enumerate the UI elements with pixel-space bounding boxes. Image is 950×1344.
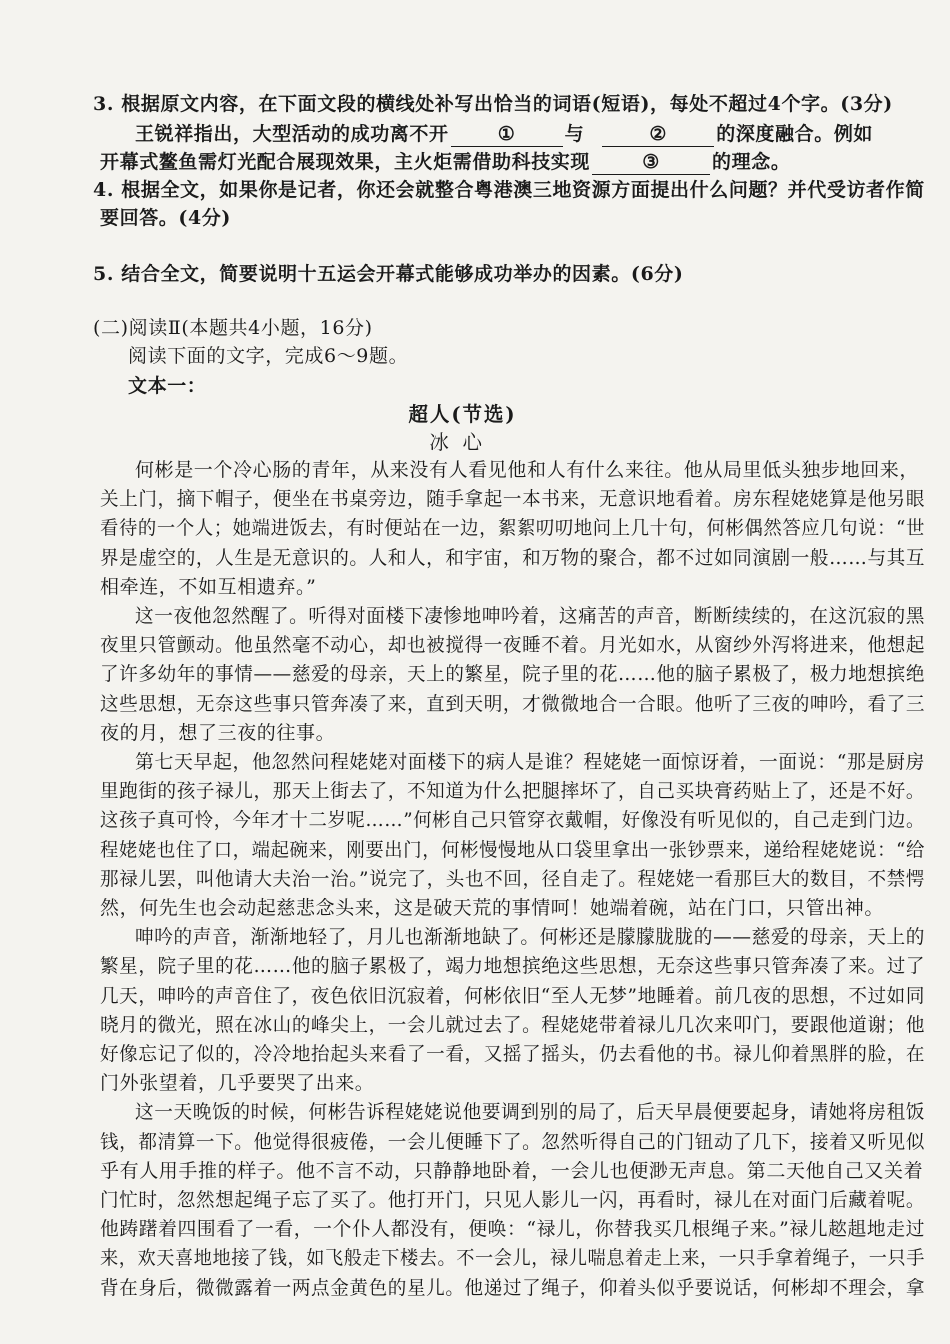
article-line: 界是虚空的，人生是无意识的。人和人，和宇宙，和万物的聚合，都不过如同演剧一般……与其互 <box>100 546 926 569</box>
q3-blank-3[interactable]: ③ <box>592 150 710 175</box>
article-line: 好像忘记了似的，冷冷地抬起头来看了一看，又摇了摇头，仍去看他的书。禄儿仰着黑胖的脸，在 <box>100 1043 926 1065</box>
article-line: 夜的月，想了三夜的往事。 <box>100 721 336 744</box>
article-line: 然，何先生也会动起慈悲念头来，这是破天荒的事情呵！她端着碗，站在门口，只管出神。 <box>100 897 885 919</box>
article-line: 关上门，摘下帽子，便坐在书桌旁边，随手拿起一本书来，无意识地看着。房东程姥姥算是他另眼 <box>100 488 926 511</box>
article-line: 第七天早起，他忽然问程姥姥对面楼下的病人是谁？程姥姥一面惊讶着，一面说：“那是厨房 <box>135 751 926 773</box>
article-line: 里跑街的孩子禄儿，那天上街去了，不知道为什么把腿摔坏了，自己买块膏药贴上了，还是不好。 <box>100 780 926 803</box>
q3-text-e: 的理念。 <box>712 151 791 173</box>
q3-text-b: 与 <box>564 123 585 145</box>
q3-text-c: 的深度融合。例如 <box>716 123 874 145</box>
article-line: 乎有人用手推的样子。他不言不动，只静静地卧着，一会儿也便渺无声息。第二天他自己又关着 <box>100 1159 924 1182</box>
article-line: 程姥姥也住了口，端起碗来，刚要出门，何彬慢慢地从口袋里拿出一张钞票来，递给程姥姥说：“给 <box>100 838 925 861</box>
article-line: 来，欢天喜地地接了钱，如飞般走下楼去。不一会儿，禄儿喘息着走上来，一只手拿着绳子，一只手 <box>100 1247 925 1270</box>
article-line: 这些思想，无奈这些事只管奔凑了来，直到天明，才微微地合一合眼。他听了三夜的呻吟，看了三 <box>100 692 926 715</box>
article-line: 这一天晚饭的时候，何彬告诉程姥姥说他要调到别的局了，后天早晨便要起身，请她将房租饭 <box>135 1101 926 1124</box>
article-author: 冰心 <box>429 430 496 454</box>
article-line: 相牵连，不如互相遗弃。” <box>100 575 317 598</box>
article-line: 几天，呻吟的声音住了，夜色依旧沉寂着，何彬依旧“至人无梦”地睡着。前几夜的思想，不过如同 <box>100 984 926 1007</box>
article-line: 何彬是一个冷心肠的青年，从来没有人看见他和人有什么来往。他从局里低头独步地回来， <box>135 459 920 481</box>
article-line: 门外张望着，几乎要哭了出来。 <box>100 1072 375 1095</box>
article-title: 超人(节选) <box>408 402 517 426</box>
q4-line-2: 要回答。(4分) <box>100 207 231 229</box>
section2-header: (二)阅读Ⅱ(本题共4小题，16分) <box>93 317 373 339</box>
article-line: 钱，都清算一下。他觉得很疲倦，一会儿便睡下了。忽然听得自己的门钮动了几下，接着又听见似 <box>100 1130 926 1153</box>
article-line: 这一夜他忽然醒了。听得对面楼下凄惨地呻吟着，这痛苦的声音，断断续续的，在这沉寂的黑 <box>135 605 926 627</box>
q3-text-d: 开幕式鳌鱼需灯光配合展现效果，主火炬需借助科技实现 <box>100 151 591 173</box>
q4-line-1: 4. 根据全文，如果你是记者，你还会就整合粤港澳三地资源方面提出什么问题？并代受访者作简 <box>93 179 925 201</box>
article-line: 晓月的微光，照在冰山的峰尖上，一会儿就过去了。程姥姥带着禄儿几次来叩门，要跟他道谢；他 <box>100 1013 926 1036</box>
q3-text-a: 王锐祥指出，大型活动的成功离不开 <box>135 123 449 145</box>
q3-blank-1[interactable]: ① <box>451 122 563 147</box>
q3-stem: 3. 根据原文内容，在下面文段的横线处补写出恰当的词语(短语)，每处不超过4个字。(3分) <box>93 93 893 115</box>
article-line: 夜里只管颤动。他虽然毫不动心，却也被搅得一夜睡不着。月光如水，从窗纱外泻将进来，他想起 <box>100 634 926 657</box>
article-line: 这孩子真可怜，今年才十二岁呢……”何彬自己只管穿衣戴帽，好像没有听见似的，自己走到门边。 <box>100 809 925 832</box>
article-line: 呻吟的声音，渐渐地轻了，月儿也渐渐地缺了。何彬还是朦朦胧胧的——慈爱的母亲，天上的 <box>135 926 926 949</box>
q3-passage-line2 <box>100 148 790 176</box>
q3-passage-line1 <box>135 120 873 148</box>
article-line: 他踌躇着四围看了一看，一个仆人都没有，便唤：“禄儿，你替我买几根绳子来。”禄儿趑趄地走过 <box>100 1218 925 1241</box>
q3-blank-2[interactable]: ② <box>602 122 714 147</box>
article-line: 看待的一个人；她端进饭去，有时便站在一边，絮絮叨叨地问上几十句，何彬偶然答应几句说：“世 <box>100 517 925 540</box>
article-line: 那禄儿罢，叫他请大夫治一治。”说完了，头也不回，径自走了。程姥姥一看那巨大的数目，不禁愕 <box>100 867 925 890</box>
article-line: 了许多幼年的事情——慈爱的母亲，天上的繁星，院子里的花……他的脑子累极了，极力地想摈绝 <box>100 663 926 686</box>
section2-instruction: 阅读下面的文字，完成6～9题。 <box>128 345 409 367</box>
q5-line-1: 5. 结合全文，简要说明十五运会开幕式能够成功举办的因素。(6分) <box>93 263 684 285</box>
text-one-label: 文本一： <box>128 375 207 397</box>
article-line: 背在身后，微微露着一两点金黄色的星儿。他递过了绳子，仰着头似乎要说话，何彬却不理会，拿 <box>100 1276 926 1299</box>
article-line: 繁星，院子里的花……他的脑子累极了，竭力地想摈绝这些思想，无奈这些事只管奔凑了来。过了 <box>100 955 926 978</box>
article-line: 门忙时，忽然想起绳子忘了买了。他打开门，只见人影儿一闪，再看时，禄儿在对面门后藏着呢。 <box>100 1189 926 1211</box>
